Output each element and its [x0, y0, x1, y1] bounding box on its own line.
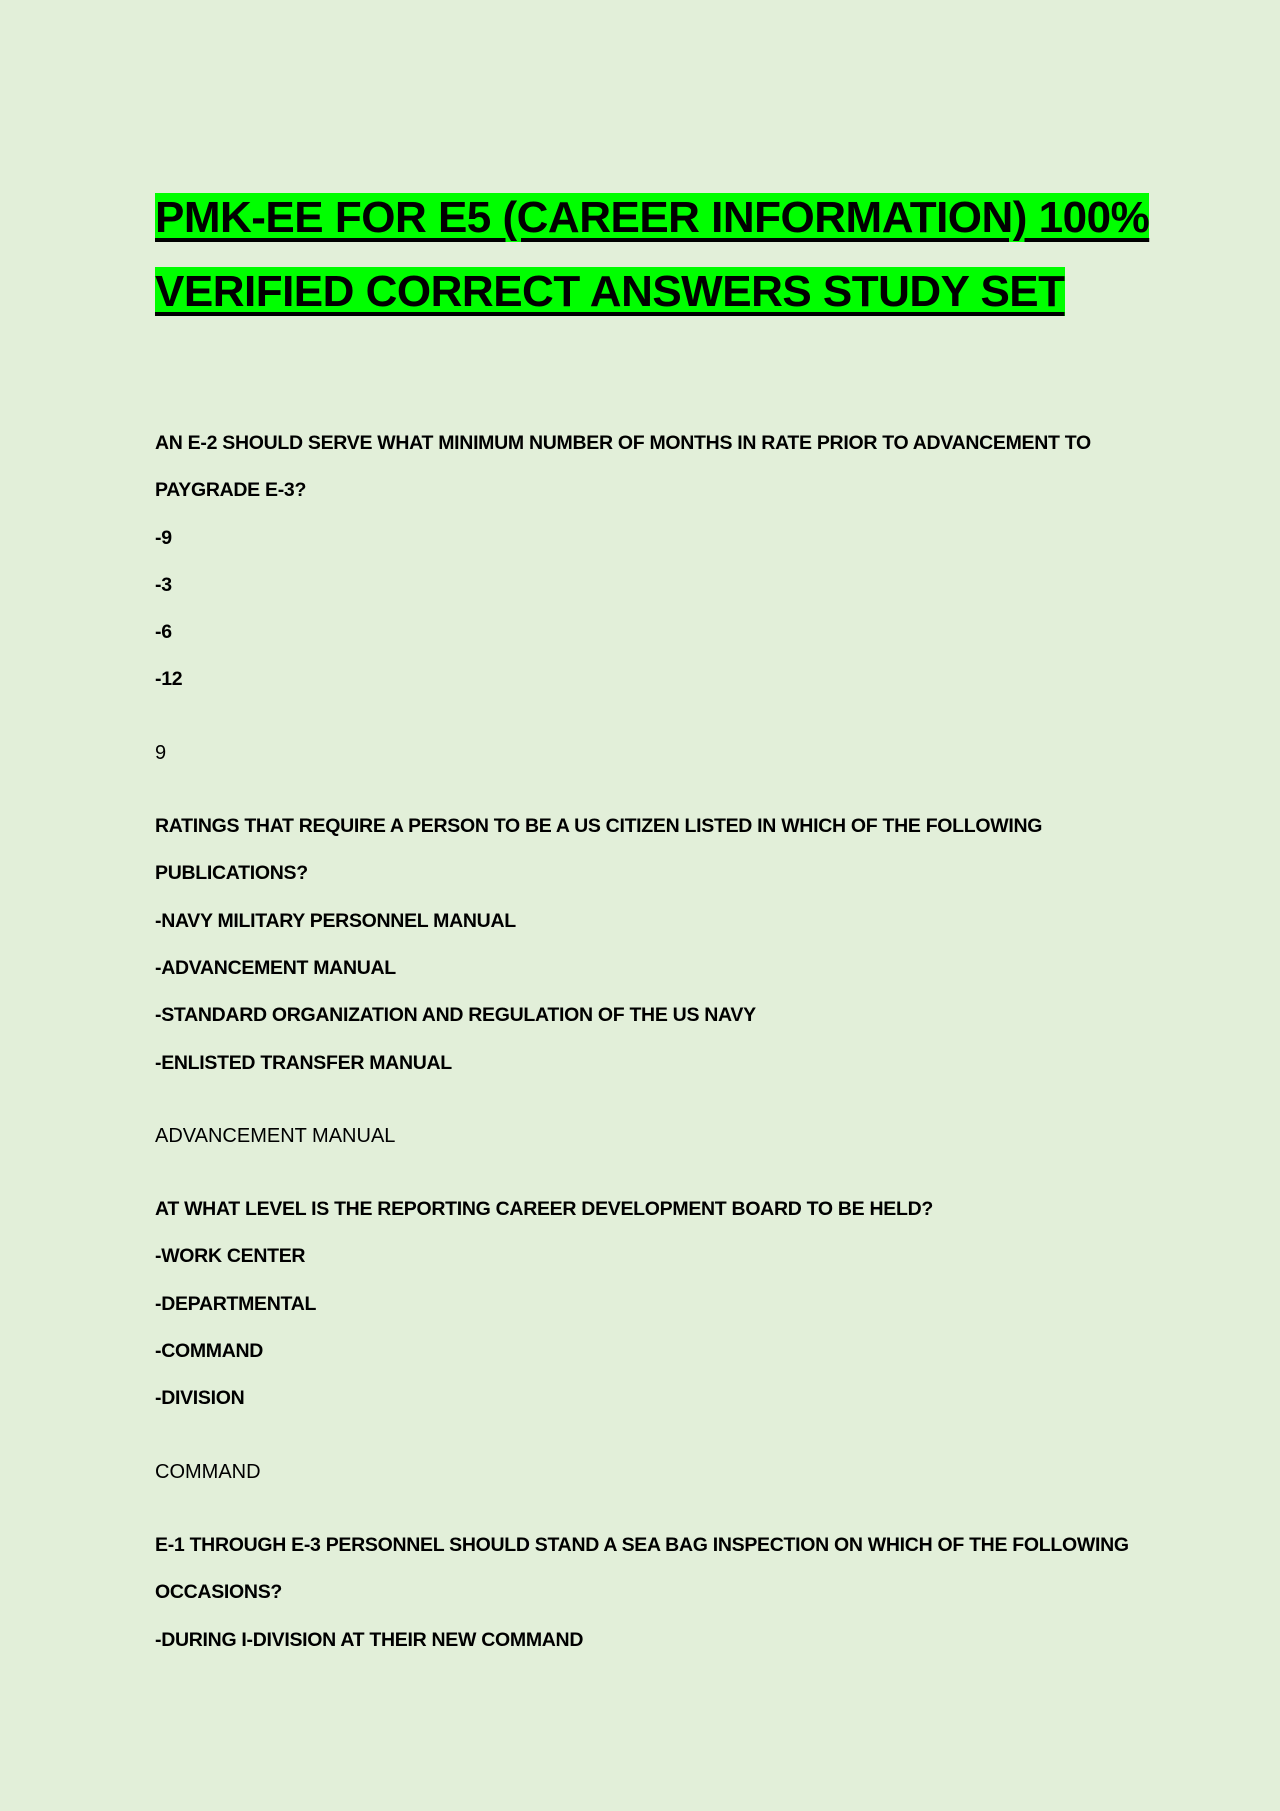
question-text: E-1 THROUGH E-3 PERSONNEL SHOULD STAND A SEA BAG INSPECTION ON WHICH OF THE FOLLOWING OCCASIONS? [155, 1533, 1129, 1604]
option: -DIVISION [155, 1387, 245, 1410]
document-title: PMK-EE FOR E5 (CAREER INFORMATION) 100% VERIFIED CORRECT ANSWERS STUDY SET [155, 193, 1150, 316]
option: -ADVANCEMENT MANUAL [155, 956, 396, 979]
question-text: AN E-2 SHOULD SERVE WHAT MINIMUM NUMBER OF MONTHS IN RATE PRIOR TO ADVANCEMENT TO PAYGRADE E-3? [155, 432, 1091, 502]
question-text: RATINGS THAT REQUIRE A PERSON TO BE A US CITIZEN LISTED IN WHICH OF THE FOLLOWING PUBLICATIONS? [155, 815, 1043, 885]
option: -COMMAND [155, 1340, 264, 1363]
answer: COMMAND [155, 1460, 261, 1483]
question-text: AT WHAT LEVEL IS THE REPORTING CAREER DEVELOPMENT BOARD TO BE HELD? [155, 1198, 933, 1221]
question-block [155, 1186, 1155, 1496]
option: -NAVY MILITARY PERSONNEL MANUAL [155, 909, 516, 932]
question-list [155, 420, 1155, 1664]
option: -9 [155, 526, 172, 549]
option: -12 [155, 668, 183, 691]
question-block [155, 1522, 1155, 1664]
answer: 9 [155, 741, 167, 764]
option: -DEPARTMENTAL [155, 1292, 317, 1315]
option: -WORK CENTER [155, 1245, 306, 1268]
answer: ADVANCEMENT MANUAL [155, 1124, 396, 1147]
option: -DURING I-DIVISION AT THEIR NEW COMMAND [155, 1628, 584, 1651]
option: -STANDARD ORGANIZATION AND REGULATION OF THE US NAVY [155, 1004, 756, 1027]
option: -3 [155, 573, 172, 596]
question-block [155, 420, 1155, 777]
option: -ENLISTED TRANSFER MANUAL [155, 1051, 452, 1074]
option: -6 [155, 621, 172, 644]
question-block [155, 803, 1155, 1160]
